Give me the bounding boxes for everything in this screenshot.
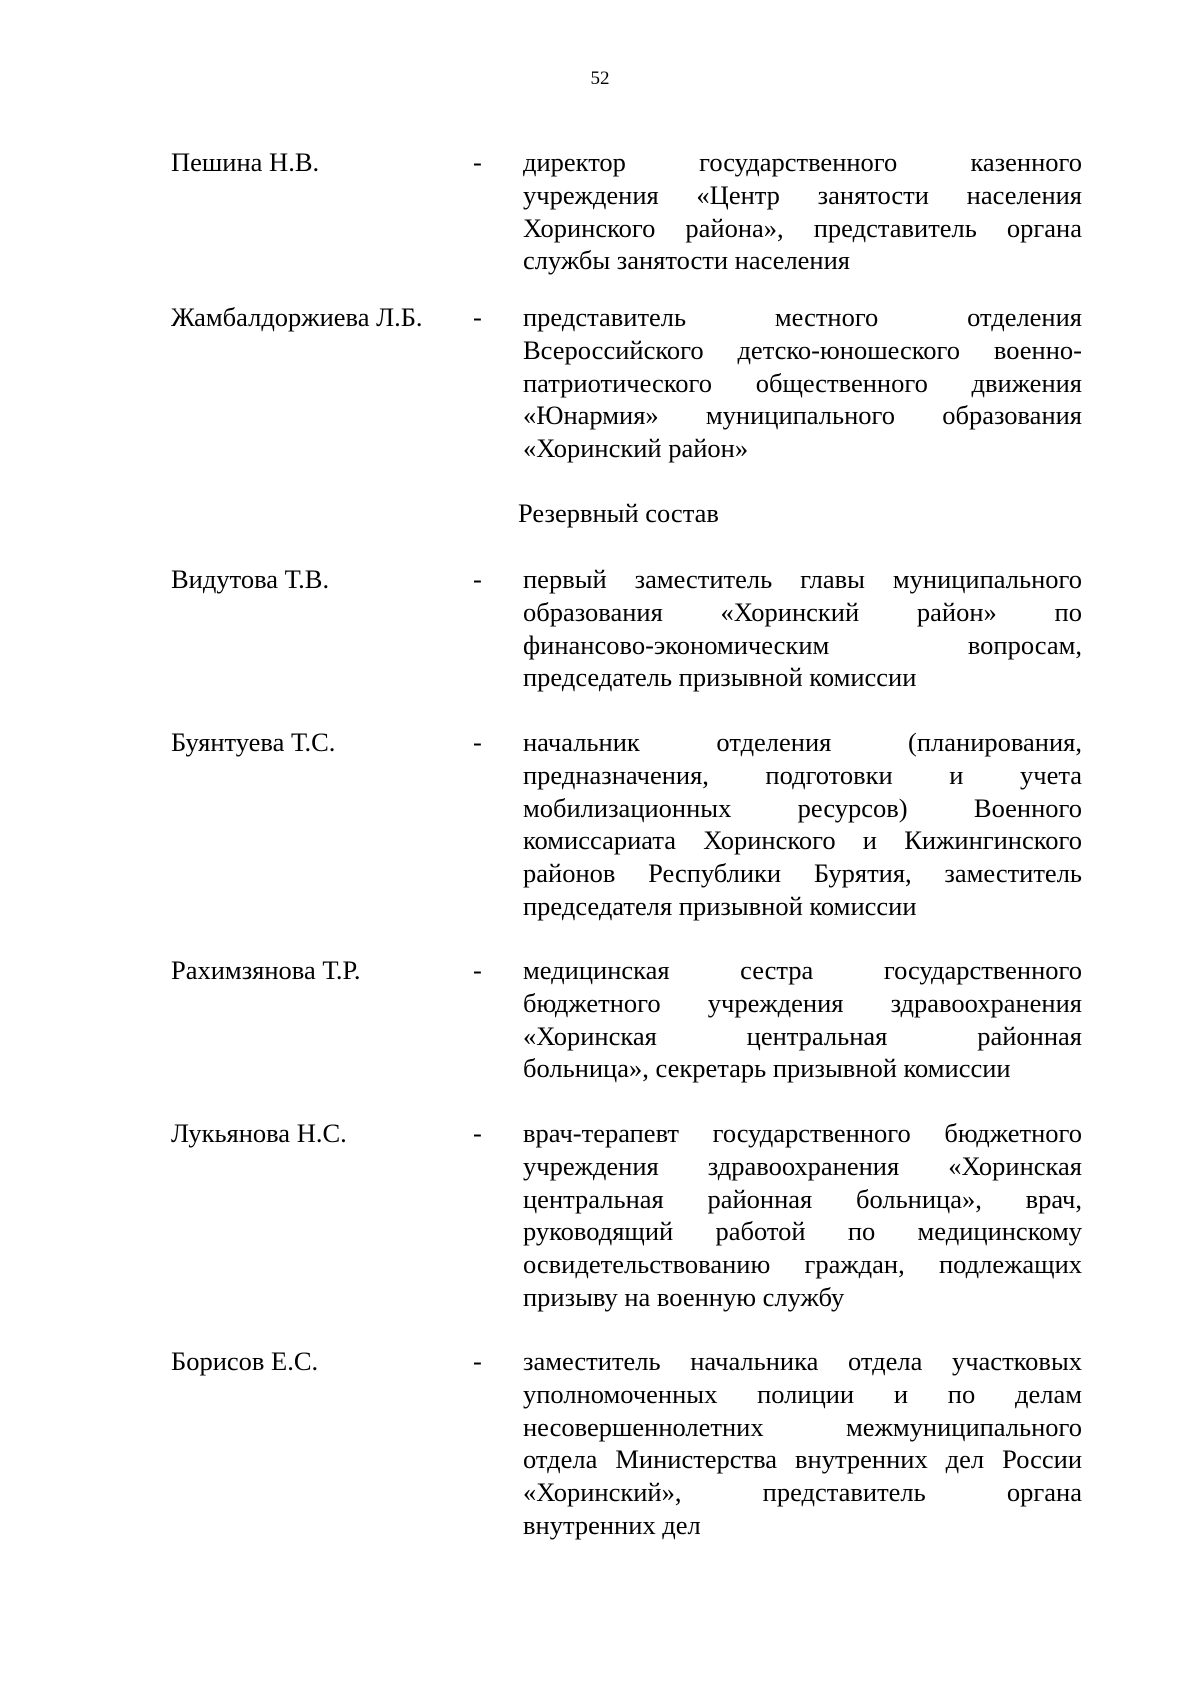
- description-line: районов Республики Бурятия, заместитель: [523, 858, 1082, 889]
- description-line: освидетельствованию граждан, подлежащих: [523, 1249, 1082, 1280]
- description-line: медицинская сестра государственного: [523, 955, 1082, 985]
- description-line: «Юнармия» муниципального образования: [523, 400, 1082, 431]
- description-line: руководящий работой по медицинскому: [523, 1216, 1082, 1247]
- description-line: бюджетного учреждения здравоохранения: [523, 987, 1082, 1018]
- description-line: мобилизационных ресурсов) Военного: [523, 792, 1082, 823]
- member-description: [523, 146, 1082, 277]
- description-line: образования «Хоринский район» по: [523, 596, 1082, 627]
- description-line: центральная районная больница», врач,: [523, 1183, 1082, 1214]
- description-line: Хоринского района», представитель органа: [523, 212, 1082, 243]
- description-line: представитель местного отделения: [523, 302, 1082, 332]
- description-line: начальник отделения (планирования,: [523, 727, 1082, 757]
- description-line: председатель призывной комиссии: [523, 662, 917, 693]
- member-name: Пешина Н.В.: [171, 147, 320, 177]
- description-line: директор государственного казенного: [523, 147, 1082, 177]
- description-line: учреждения здравоохранения «Хоринская: [523, 1150, 1082, 1181]
- member-dash: -: [473, 727, 482, 757]
- description-line: учреждения «Центр занятости населения: [523, 179, 1082, 210]
- description-line: «Хоринский район»: [523, 433, 749, 464]
- member-name: Жамбалдоржиева Л.Б.: [171, 302, 423, 332]
- member-name: Видутова Т.В.: [171, 564, 330, 594]
- description-line: председателя призывной комиссии: [523, 890, 917, 921]
- description-line: первый заместитель главы муниципального: [523, 564, 1082, 594]
- description-line: «Хоринская центральная районная: [523, 1020, 1082, 1051]
- description-line: заместитель начальника отдела участковых: [523, 1346, 1082, 1376]
- description-line: патриотического общественного движения: [523, 367, 1082, 398]
- description-line: предназначения, подготовки и учета: [523, 759, 1082, 790]
- member-description: [523, 301, 1082, 465]
- member-name: Буянтуева Т.С.: [171, 727, 336, 757]
- member-name: Борисов Е.С.: [171, 1346, 319, 1376]
- description-line: призыву на военную службу: [523, 1281, 845, 1312]
- member-dash: -: [473, 564, 482, 594]
- description-line: несовершеннолетних межмуниципального: [523, 1411, 1082, 1442]
- description-line: финансово-экономическим вопросам,: [523, 629, 1082, 660]
- description-line: врач-терапевт государственного бюджетного: [523, 1118, 1082, 1148]
- description-line: больница», секретарь призывной комиссии: [523, 1053, 1011, 1084]
- member-dash: -: [473, 955, 482, 985]
- member-description: [523, 563, 1082, 694]
- member-dash: -: [473, 302, 482, 332]
- description-line: службы занятости населения: [523, 245, 850, 276]
- member-dash: -: [473, 1346, 482, 1376]
- description-line: отдела Министерства внутренних дел России: [523, 1444, 1082, 1475]
- member-description: [523, 726, 1082, 923]
- reserve-section-title: Резервный состав: [518, 498, 719, 528]
- member-dash: -: [473, 1118, 482, 1148]
- page-number: 52: [590, 68, 610, 89]
- description-line: уполномоченных полиции и по делам: [523, 1378, 1082, 1409]
- member-dash: -: [473, 147, 482, 177]
- description-line: Всероссийского детско-юношеского военно-: [523, 334, 1082, 365]
- member-name: Рахимзянова Т.Р.: [171, 955, 361, 985]
- member-description: [523, 1117, 1082, 1314]
- description-line: комиссариата Хоринского и Кижингинского: [523, 825, 1082, 856]
- member-name: Лукьянова Н.С.: [171, 1118, 347, 1148]
- member-description: [523, 1345, 1082, 1542]
- description-line: внутренних дел: [523, 1509, 701, 1540]
- description-line: «Хоринский», представитель органа: [523, 1477, 1082, 1508]
- member-description: [523, 954, 1082, 1085]
